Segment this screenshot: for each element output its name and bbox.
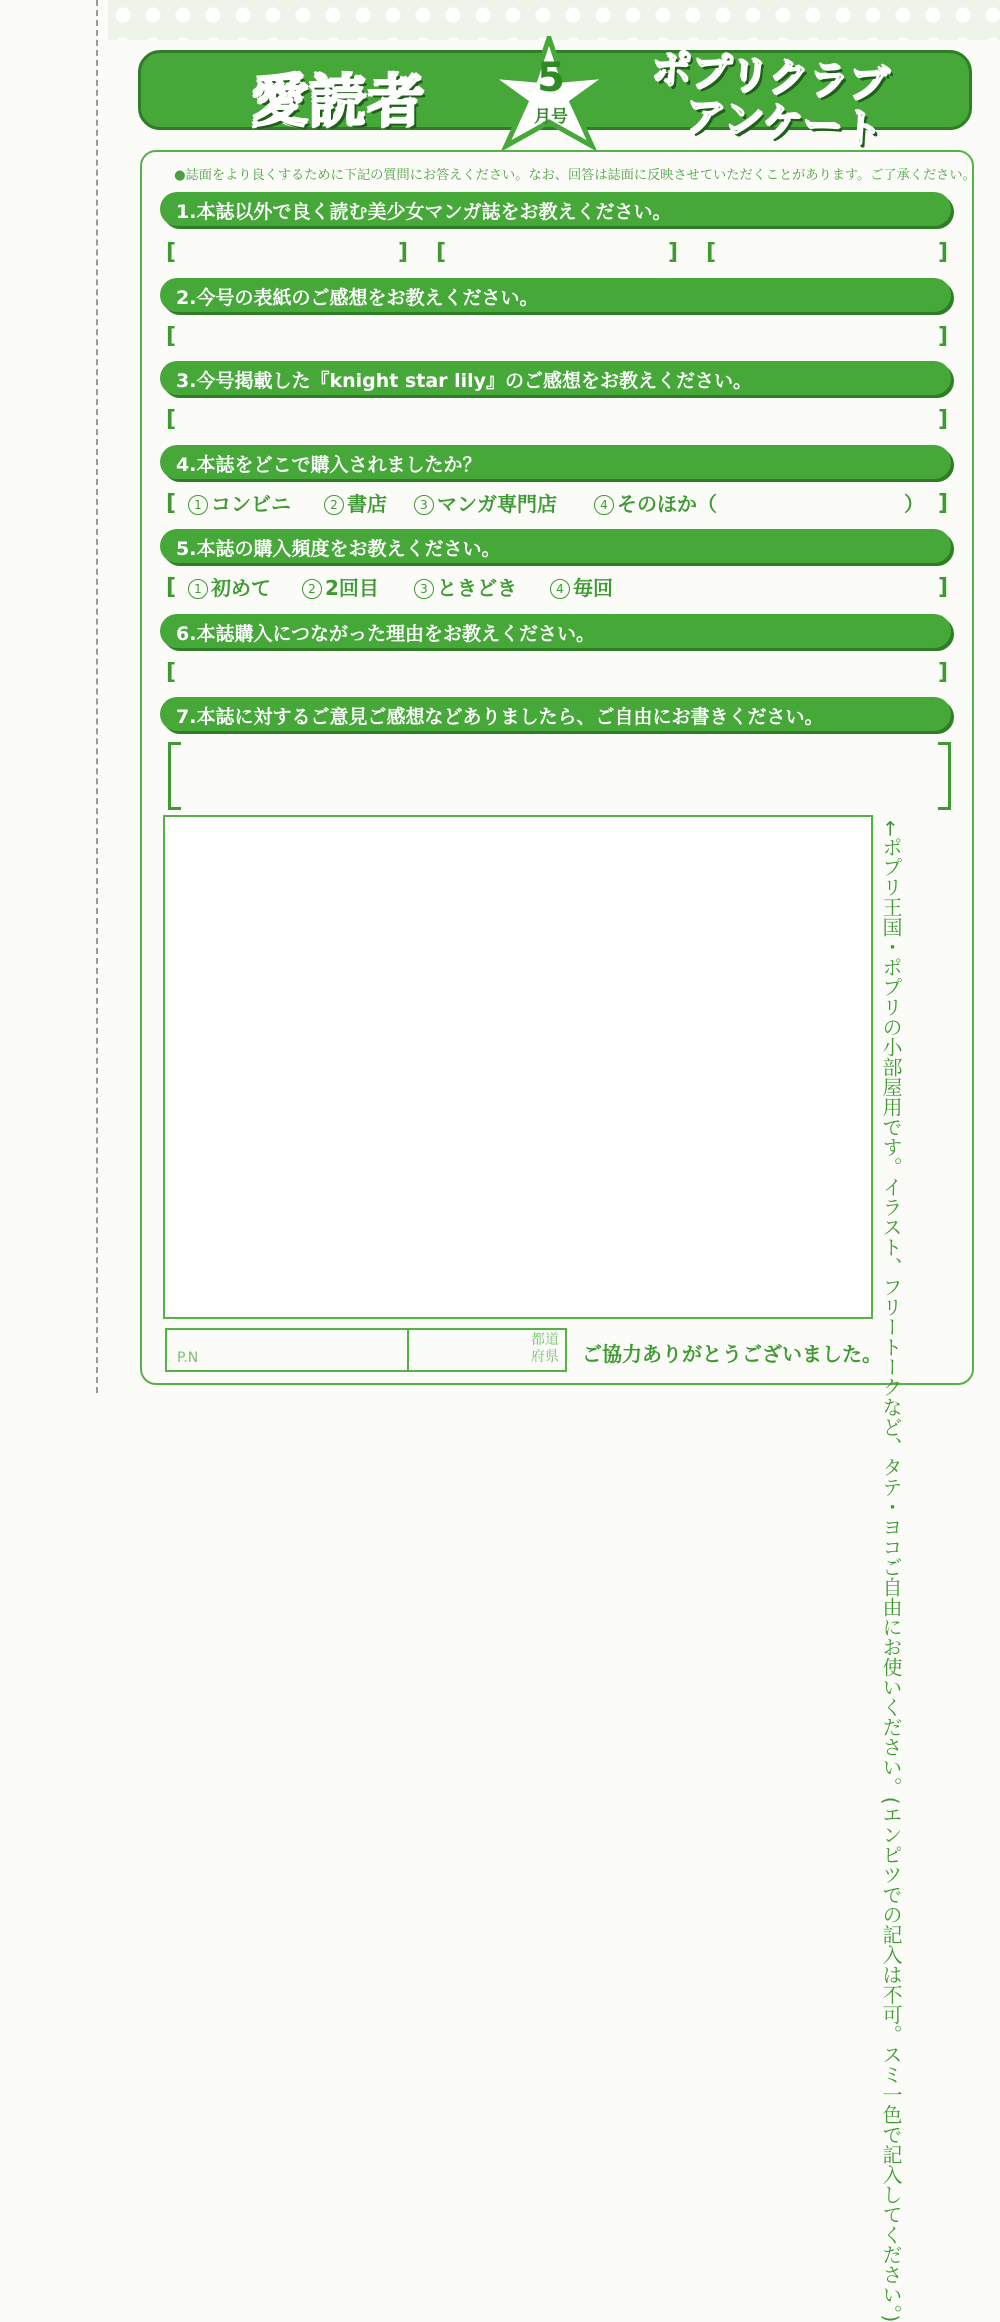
answer-2-open-bracket: [: [166, 324, 177, 349]
question-1-label: 1.本誌以外で良く読む美少女マンガ誌をお教えください。: [176, 201, 672, 223]
answer-3-open-bracket: [: [166, 407, 177, 432]
option-number-badge: 3: [414, 579, 434, 599]
option-number-badge: 2: [302, 579, 322, 599]
pen-name-label: P.N: [177, 1350, 199, 1366]
question-2-label: 2.今号の表紙のご感想をお教えください。: [176, 287, 539, 309]
answer-7-open-bracket: [168, 742, 181, 810]
option-number-badge: 4: [550, 579, 570, 599]
question-3-header: [160, 361, 951, 395]
answer-1a-close-bracket: ]: [398, 240, 409, 265]
option-4-3[interactable]: 3 マンガ専門店: [414, 491, 557, 517]
answer-5-close-bracket: ]: [938, 575, 949, 600]
intro-text: ●誌面をより良くするために下記の質問にお答えください。なお、回答は誌面に反映させていただくことがあります。ご了承ください。: [174, 168, 976, 183]
question-1-header: [160, 192, 951, 226]
question-6-header: [160, 614, 951, 648]
question-5-label: 5.本誌の購入頻度をお教えください。: [176, 538, 501, 560]
answer-1c-close-bracket: ]: [938, 240, 949, 265]
club-title-line2: アンケート: [684, 94, 885, 154]
question-6-label: 6.本誌購入につながった理由をお教えください。: [176, 623, 596, 645]
thanks-message: ご協力ありがとうございました。: [582, 1342, 882, 1366]
prefecture-label: 都道府県: [531, 1332, 559, 1365]
option-number-badge: 1: [188, 495, 208, 515]
issue-suffix: 月号: [534, 107, 568, 127]
option-number-badge: 2: [324, 495, 344, 515]
question-7-header: [160, 697, 951, 731]
free-drawing-area[interactable]: [163, 815, 873, 1319]
answer-6-open-bracket: [: [166, 660, 177, 685]
answer-3-close-bracket: ]: [938, 407, 949, 432]
option-4-2[interactable]: 2 書店: [324, 491, 387, 517]
option-5-3[interactable]: 3 ときどき: [414, 575, 517, 601]
answer-1b-close-bracket: ]: [668, 240, 679, 265]
answer-5-open-bracket: [: [166, 575, 177, 600]
page-title: 愛読者: [252, 70, 426, 135]
polka-dot-band: [108, 0, 1000, 40]
drawing-area-note: ←ポプリ王国・ポプリの小部屋用です。イラスト、フリートークなど、タテ・ヨコご自由にお使いください。(エンピツでの記入は不可。スミ一色で記入してください。): [879, 820, 903, 2322]
question-4-label: 4.本誌をどこで購入されましたか？: [176, 454, 482, 476]
answer-2-close-bracket: ]: [938, 324, 949, 349]
answer-6-close-bracket: ]: [938, 660, 949, 685]
answer-1a-open-bracket: [: [166, 240, 177, 265]
question-4-header: [160, 445, 951, 479]
name-address-row: [165, 1328, 567, 1372]
question-3-label: 3.今号掲載した『knight star lily』のご感想をお教えください。: [176, 370, 753, 392]
answer-4-close-bracket: ]: [938, 491, 949, 516]
pen-name-field[interactable]: [167, 1330, 409, 1370]
perforation-line: [96, 0, 98, 1393]
answer-1b-open-bracket: [: [436, 240, 447, 265]
option-5-2[interactable]: 2 2回目: [302, 575, 379, 601]
option-4-1[interactable]: 1 コンビニ: [188, 491, 291, 517]
option-4-4-close-paren: ）: [904, 492, 924, 516]
option-5-1[interactable]: 1 初めて: [188, 575, 271, 601]
club-title-line1: ポプリクラブ: [650, 46, 891, 110]
issue-number: 5: [537, 55, 565, 101]
option-number-badge: 3: [414, 495, 434, 515]
option-number-badge: 4: [594, 495, 614, 515]
question-2-header: [160, 278, 951, 312]
question-5-header: [160, 529, 951, 563]
option-4-4[interactable]: 4 そのほか（: [594, 491, 717, 517]
answer-1c-open-bracket: [: [706, 240, 717, 265]
answer-7-close-bracket: [938, 742, 951, 810]
question-7-label: 7.本誌に対するご意見ご感想などありましたら、ご自由にお書きください。: [176, 706, 824, 728]
option-5-4[interactable]: 4 毎回: [550, 575, 613, 601]
option-number-badge: 1: [188, 579, 208, 599]
answer-4-open-bracket: [: [166, 491, 177, 516]
